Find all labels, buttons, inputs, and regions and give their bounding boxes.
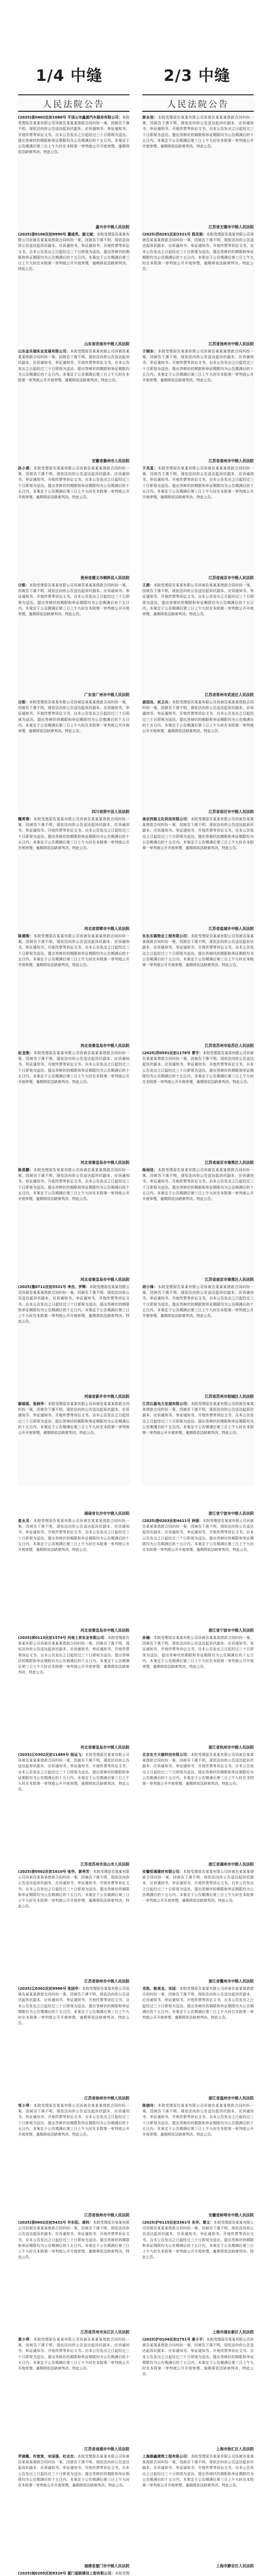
notice-body — [142, 700, 254, 808]
court-notice — [142, 934, 254, 1048]
notice-body — [18, 1284, 129, 1393]
notice-text: 本院受理原告某某有限公司诉被告某某某借款合同纠纷一案，因被告下落不明，现依法向你公告送达起诉状副本、应诉通知书、举证通知书、开庭传票等诉讼文书。自本公告发出之日起经过三十日即视为送达。提出答辩状的期限和举证期限均为公告期满后的十五日内。本案定于公告期满后第三日上午九时在本院第一审判庭公开开庭审理，逾期将依法缺席判决。特此公告。 — [142, 1987, 254, 2020]
notice-body — [142, 1635, 254, 1744]
notice-body — [18, 2337, 129, 2446]
court-notice — [142, 583, 254, 698]
notice-recipient: 陈恩鹏： — [18, 1168, 34, 1172]
court-name: 浙江省衢州市中级人民法院 — [208, 1979, 254, 1984]
court-name: 上海市徐汇区人民法院 — [216, 2447, 254, 2451]
court-notice — [142, 1167, 254, 1282]
notice-text: 本院受理原告某某有限公司诉被告某某某借款合同纠纷一案，因被告下落不明，现依法向你公告送达起诉状副本、应诉通知书、举证通知书、开庭传票等诉讼文书。自本公告发出之日起经过三十日即视为送达。提出答辩状的期限和举证期限均为公告期满后的十五日内。本案定于公告期满后第三日上午九时在本院第一审判庭公开开庭审理，逾期将依法缺席判决。特此公告。 — [142, 2221, 254, 2260]
notice-recipient: (2025)辽0302民初11489号 杨运飞： — [18, 1753, 86, 1757]
court-name: 江苏省南京市秦淮区人民法院 — [205, 1277, 254, 1282]
court-name: 嘉兴市中级人民法院 — [95, 225, 129, 229]
court-name: 广东省广州市中级人民法院 — [84, 692, 129, 697]
left-announcement-column — [17, 94, 130, 2575]
notice-body — [18, 2571, 129, 2576]
notice-text: 本院受理原告某某有限公司诉被告某某某借款合同纠纷一案，因被告下落不明，现依法向你公告送达起诉状副本、应诉通知书、举证通知书、开庭传票等诉讼文书。自本公告发出之日起经过三十日即视为送达。提出答辩状的期限和举证期限均为公告期满后的十五日内。本案定于公告期满后第三日上午九时在本院第一审判庭公开开庭审理，逾期将依法缺席判决。特此公告。 — [18, 1636, 129, 1675]
court-notice — [142, 1401, 254, 1516]
notice-body — [18, 349, 129, 457]
left-notice-list — [18, 115, 129, 2576]
court-notice — [18, 1635, 129, 1750]
notice-body — [142, 2454, 254, 2563]
court-name: 河北省秦皇岛市中级人民法院 — [80, 1043, 129, 1048]
left-column-header: 1/4 中缝 — [36, 67, 103, 85]
court-notice — [142, 466, 254, 581]
notice-body — [18, 1518, 129, 1627]
court-name: 江苏省苏州市昆山市人民法院 — [80, 1862, 129, 1867]
notice-recipient: (2025)浙0106民初0990号 董咸英、谢文斌： — [18, 232, 97, 236]
notice-text: 本院受理原告某某有限公司诉被告某某某借款合同纠纷一案，因被告下落不明，现依法向你公告送达起诉状副本、应诉通知书、举证通知书、开庭传票等诉讼文书。自本公告发出之日起经过三十日即视为送达。提出答辩状的期限和举证期限均为公告期满后的十五日内。本案定于公告期满后第三日上午九时在本院第一审判庭公开开庭审理，逾期将依法缺席判决。特此公告。 — [18, 349, 130, 383]
court-name: 江苏省徐州市中级人民法院 — [84, 2096, 129, 2100]
notice-recipient: 陈晓玲： — [142, 2104, 158, 2108]
notice-recipient: 白银： — [18, 700, 29, 704]
court-notice — [142, 1284, 254, 1399]
court-name: 河北省秦皇岛市中级人民法院 — [80, 1160, 129, 1165]
notice-body — [18, 1401, 129, 1510]
notice-body — [18, 583, 129, 691]
notice-recipient: (2025)浙0602民初5432号 许东阳、黄科： — [18, 2221, 93, 2225]
court-name: 浙江省宁波市中级人民法院 — [208, 1628, 254, 1633]
notice-text: 本院受理原告某某有限公司诉被告某某某借款合同纠纷一案，因被告下落不明，现依法向你公告送达起诉状副本、应诉通知书、举证通知书、开庭传票等诉讼文书。自本公告发出之日起经过三十日即视为送达。提出答辩状的期限和举证期限均为公告期满后的十五日内。本案定于公告期满后第三日上午九时在本院第一审判庭公开开庭审理，逾期将依法缺席判决。特此公告。 — [18, 115, 129, 155]
notice-text: 本院受理原告某某有限公司诉被告某某某借款合同纠纷一案，因被告下落不明，现依法向你公告送达起诉状副本、应诉通知书、举证通知书、开庭传票等诉讼文书。自本公告发出之日起经过三十日即视为送达。提出答辩状的期限和举证期限均为公告期满后的十五日内。本案定于公告期满后第三日上午九时在本院第一审判庭公开开庭审理，逾期将依法缺席判决。特此公告。 — [18, 1870, 129, 1909]
notice-text: 本院受理原告某某有限公司诉被告某某某借款合同纠纷一案，因被告下落不明，现依法向你公告送达起诉状副本、应诉通知书、举证通知书、开庭传票等诉讼文书。自本公告发出之日起经过三十日即视为送达。提出答辩状的期限和举证期限均为公告期满后的十五日内。本案定于公告期满后第三日上午九时在本院第一审判庭公开开庭审理，逾期将依法缺席判决。特此公告。 — [18, 2337, 130, 2371]
court-name: 上海市浦东新区人民法院 — [212, 2330, 254, 2334]
court-notice — [142, 349, 254, 464]
notice-text: 本院受理原告某某有限公司诉被告某某某借款合同纠纷一案，因被告下落不明，现依法向你公告送达起诉状副本、应诉通知书、举证通知书、开庭传票等诉讼文书。自本公告发出之日起经过三十日即视为送达。提出答辩状的期限和举证期限均为公告期满后的十五日内。本案定于公告期满后第三日上午九时在本院第一审判庭公开开庭审理，逾期将依法缺席判决。特此公告。 — [18, 2454, 130, 2488]
notice-recipient: 罗晓霞、许宽宽、宋国强、杜会杰： — [18, 2454, 78, 2459]
court-notice — [142, 700, 254, 815]
notice-text: 本院受理原告某某有限公司诉被告某某某借款合同纠纷一案，因被告下落不明，现依法向你公告送达起诉状副本、应诉通知书、举证通知书、开庭传票等诉讼文书。自本公告发出之日起经过三十日即视为送达。提出答辩状的期限和举证期限均为公告期满后的十五日内。本案定于公告期满后第三日上午九时在本院第一审判庭公开开庭审理，逾期将依法缺席判决。特此公告。 — [142, 1870, 254, 1903]
notice-text: 本院受理原告某某有限公司诉被告某某某借款合同纠纷一案，因被告下落不明，现依法向你公告送达起诉状副本、应诉通知书、举证通知书、开庭传票等诉讼文书。自本公告发出之日起经过三十日即视为送达。提出答辩状的期限和举证期限均为公告期满后的十五日内。本案定于公告期满后第三日上午九时在本院第一审判庭公开开庭审理，逾期将依法缺席判决。特此公告。 — [142, 1402, 254, 1435]
court-name: 江苏省盐城市中级人民法院 — [208, 926, 254, 931]
notice-text: 本院受理原告某某有限公司诉被告某某某借款合同纠纷一案，因被告下落不明，现依法向你公告送达起诉状副本、应诉通知书、举证通知书、开庭传票等诉讼文书。自本公告发出之日起经过三十日即视为送达。提出答辩状的期限和举证期限均为公告期满后的十五日内。本案定于公告期满后第三日上午九时在本院第一审判庭公开开庭审理，逾期将依法缺席判决。特此公告。 — [18, 1051, 130, 1084]
court-notice — [18, 1401, 129, 1516]
notice-recipient: (2025)苏0591民初1178号 曹宇： — [142, 1051, 203, 1055]
notice-text: 本院受理原告某某有限公司诉被告某某某借款合同纠纷一案，因被告下落不明，现依法向你公告送达起诉状副本、应诉通知书、举证通知书、开庭传票等诉讼文书。自本公告发出之日起经过三十日即视为送达。提出答辩状的期限和举证期限均为公告期满后的十五日内。本案定于公告期满后第三日上午九时在本院第一审判庭公开开庭审理，逾期将依法缺席判决。特此公告。 — [18, 1753, 130, 1792]
notice-body — [18, 2454, 129, 2563]
court-name: 江苏省苏州市吴江区人民法院 — [80, 2330, 129, 2334]
notice-text: 本院受理 — [114, 2571, 129, 2575]
court-notice — [18, 934, 129, 1048]
notice-recipient: 江苏石磊电力发展有限公司： — [142, 1402, 191, 1406]
court-name: 河北省秦皇岛市中级人民法院 — [80, 1628, 129, 1633]
court-name: 江苏省苏州市姑苏区人民法院 — [205, 1043, 254, 1048]
notice-body — [18, 1869, 129, 1978]
court-name: 河南省新乡市中级人民法院 — [84, 1394, 129, 1399]
notice-recipient: 赵龙刚： — [18, 1051, 34, 1055]
court-name: 江苏省南京市中级人民法院 — [208, 575, 254, 580]
notice-text: 本院受理原告某某有限公司诉被告某某某借款合同纠纷一案，因被告下落不明，现依法向你公告送达起诉状副本、应诉通知书、举证通知书、开庭传票等诉讼文书。自本公告发出之日起经过三十日即视为送达。提出答辩状的期限和举证期限均为公告期满后的十五日内。本案定于公告期满后第三日上午九时在本院第一审判庭公开开庭审理，逾期将依法缺席判决。特此公告。 — [142, 232, 254, 272]
court-name: 山东省济南市中级人民法院 — [84, 342, 129, 346]
notice-text: 本院受理原告某某有限公司诉被告某某某借款合同纠纷一案，因被告下落不明，现依法向你公告送达起诉状副本、应诉通知书、举证通知书、开庭传票等诉讼文书。自本公告发出之日起经过三十日即视为送达。提出答辩状的期限和举证期限均为公告期满后的十五日内。本案定于公告期满后第三日上午九时在本院第一审判庭公开开庭审理，逾期将依法缺席判决。特此公告。 — [18, 1285, 129, 1324]
notice-recipient: 上海鼎鑫建筑工程有限公司： — [142, 2454, 191, 2459]
court-notice — [18, 2220, 129, 2335]
right-column-header: 2/3 中缝 — [163, 67, 231, 85]
court-name: 贵州省遵义市桐梓县人民法院 — [80, 575, 129, 580]
notice-body — [18, 232, 129, 341]
notice-text: 本院受理原告某某有限公司诉被告某某某借款合同纠纷一案，因被告下落不明，现依法向你公告送达起诉状副本、应诉通知书、举证通知书、开庭传票等诉讼文书。自本公告发出之日起经过三十日即视为送达。提出答辩状的期限和举证期限均为公告期满后的十五日内。本案定于公告期满后第三日上午九时在本院第一审判庭公开开庭审理，逾期将依法缺席判决。特此公告。 — [142, 1285, 254, 1318]
notice-text: 本院受理原告某某有限公司诉被告某某某借款合同纠纷一案，因被告下落不明，现依法向你公告送达起诉状副本、应诉通知书、举证通知书、开庭传票等诉讼文书。自本公告发出之日起经过三十日即视为送达。提出答辩状的期限和举证期限均为公告期满后的十五日内。本案定于公告期满后第三日上午九时在本院第一审判庭公开开庭审理，逾期将依法缺席判决。特此公告。 — [18, 2104, 130, 2137]
court-name: 上海市静安区人民法院 — [216, 2564, 254, 2568]
notice-recipient: 白银： — [18, 583, 29, 587]
court-notice — [142, 2337, 254, 2452]
notice-text: 本院受理原告某某有限公司诉被告某某某借款合同纠纷一案，因被告下落不明，现依法向你公告送达起诉状副本、应诉通知书、举证通知书、开庭传票等诉讼文书。自本公告发出之日起经过三十日即视为送达。提出答辩状的期限和举证期限均为公告期满后的十五日内。本案定于公告期满后第三日上午九时在本院第一审判庭公开开庭审理，逾期将依法缺席判决。特此公告。 — [142, 1051, 254, 1084]
notice-recipient: 孙小燕： — [18, 466, 34, 470]
notice-recipient: 孙楠： — [142, 1636, 154, 1640]
court-notice — [18, 2571, 129, 2576]
notice-recipient: 东东东霖物业工程有限公司： — [142, 934, 191, 938]
right-announcement-column — [141, 94, 255, 2568]
notice-text: 本院受理原告某某有限公司诉被告某某某借款合同纠纷一案，因被告下落不明，现依法向你公告送达起诉状副本、应诉通知书、举证通知书、开庭传票等诉讼文书。自本公告发出之日起经过三十日即视为送达。提出答辩状的期限和举证期限均为公告期满后的十五日内。本案定于公告期满后第三日上午九时在本院第一审判庭公开开庭审理，逾期将依法缺席判决。特此公告。 — [18, 934, 130, 968]
notice-recipient: 谢瑶瑶、张炳华： — [18, 1402, 48, 1406]
notice-recipient: 于兆星： — [142, 466, 158, 470]
court-name: 江苏省常州市武进区人民法院 — [205, 692, 254, 697]
notice-recipient: (2025)苏0281民初3321号 程灵娟： — [142, 232, 207, 236]
court-notice — [142, 2103, 254, 2218]
notice-text: 本院受理原告某某有限公司诉被告某某某借款合同纠纷一案，因被告下落不明，现依法向你公告送达起诉状副本、应诉通知书、举证通知书、开庭传票等诉讼文书。自本公告发出之日起经过三十日即视为送达。提出答辩状的期限和举证期限均为公告期满后的十五日内。本案定于公告期满后第三日上午九时在本院第一审判庭公开开庭审理，逾期将依法缺席判决。特此公告。 — [142, 1168, 254, 1201]
notice-text: 本院受理原告某某有限公司诉被告某某某借款合同纠纷一案，因被告下落不明，现依法向你公告送达起诉状副本、应诉通知书、举证通知书、开庭传票等诉讼文书。自本公告发出之日起经过三十日即视为送达。提出答辩状的期限和举证期限均为公告期满后的十五日内。本案定于公告期满后第三日上午九时在本院第一审判庭公开开庭审理，逾期将依法缺席判决。特此公告。 — [18, 817, 130, 851]
notice-recipient: 陈建刚： — [18, 934, 34, 938]
notice-text: 本院受理原告某某有限公司诉被告某某某借款合同纠纷一案，因被告下落不明，现依法向你公告送达起诉状副本、应诉通知书、举证通知书、开庭传票等诉讼文书。自本公告发出之日起经过三十日即视为送达。提出答辩状的期限和举证期限均为公告期满后的十五日内。本案定于公告期满后第三日上午九时在本院第一审判庭公开开庭审理，逾期将依法缺席判决。特此公告。 — [18, 466, 130, 500]
notice-body — [142, 1284, 254, 1393]
masthead — [18, 94, 129, 112]
court-name: 浙江省温州市中级人民法院 — [208, 2096, 254, 2100]
notice-body — [18, 2103, 129, 2212]
court-notice — [18, 2103, 129, 2218]
notice-text: 本院受理原告某某有限公司诉被告某某某借款合同纠纷一案，因被告下落不明，现依法向你公告送达起诉状副本、应诉通知书、举证通知书、开庭传票等诉讼文书。自本公告发出之日起经过三十日即视为送达。提出答辩状的期限和举证期限均为公告期满后的十五日内。本案定于公告期满后第三日上午九时在本院第一审判庭公开开庭审理，逾期将依法缺席判决。特此公告。 — [142, 349, 254, 383]
notice-recipient: (2025)辽0302民初9986号 张国华： — [18, 1987, 83, 1991]
court-notice — [18, 2337, 129, 2452]
right-notice-list — [142, 115, 254, 2569]
notice-recipient: 于晓东： — [142, 349, 158, 353]
notice-recipient: 邓浩、陈美龙、宋国： — [142, 1987, 180, 1991]
notice-text: 本院受理原告某某有限公司诉被告某某某借款合同纠纷一案，因被告下落不明，现依法向你公告送达起诉状副本、应诉通知书、举证通知书、开庭传票等诉讼文书。自本公告发出之日起经过三十日即视为送达。提出答辩状的期限和举证期限均为公告期满后的十五日内。本案定于公告期满后第三日上午九时在本院第一审判庭公开开庭审理，逾期将依法缺席判决。特此公告。 — [142, 115, 254, 149]
notice-body — [142, 1167, 254, 1276]
court-name: 江苏省徐州市中级人民法院 — [84, 1979, 129, 1984]
court-name: 河北省邯郸市中级人民法院 — [84, 926, 129, 931]
notice-body — [18, 1167, 129, 1276]
court-notice — [18, 1050, 129, 1165]
notice-body — [142, 1986, 254, 2095]
notice-recipient: 胡小锋： — [142, 1285, 158, 1289]
notice-recipient: 邹小萍： — [18, 2104, 34, 2108]
notice-body — [142, 934, 254, 1042]
notice-body — [18, 1635, 129, 1744]
notice-body — [142, 1752, 254, 1861]
court-notice — [18, 817, 129, 931]
court-name: 福建省厦门市中级人民法院 — [84, 2564, 129, 2568]
court-name: 江苏省扬州市中级人民法院 — [208, 342, 254, 346]
court-name: 江苏省南通市中级人民法院 — [84, 2447, 129, 2451]
court-notice — [18, 1167, 129, 1282]
court-notice — [18, 1518, 129, 1633]
court-name: 浙江省宁波市中级人民法院 — [208, 1511, 254, 1516]
court-notice — [142, 1986, 254, 2101]
court-notice — [18, 583, 129, 698]
notice-body — [18, 934, 129, 1042]
court-notice — [142, 817, 254, 931]
court-name: 江苏省泰州市中级人民法院 — [208, 459, 254, 463]
notice-text: 本院受理原告某某有限公司诉被告某某某借款合同纠纷一案，因被告下落不明，现依法向你公告送达起诉状副本、应诉通知书、举证通知书、开庭传票等诉讼文书。自本公告发出之日起经过三十日即视为送达。提出答辩状的期限和举证期限均为公告期满后的十五日内。本案定于公告期满后第三日上午九时在本院第一审判庭公开开庭审理，逾期将依法缺席判决。特此公告。 — [142, 2337, 254, 2377]
court-notice — [142, 232, 254, 347]
court-name: 安徽省滁州市人民法院 — [92, 459, 129, 463]
notice-text: 本院受理原告某某有限公司诉被告某某某借款合同纠纷一案，因被告下落不明，现依法向你公告送达起诉状副本、应诉通知书、举证通知书、开庭传票等诉讼文书。自本公告发出之日起经过三十日即视为送达。提出答辩状的期限和举证期限均为公告期满后的十五日内。本案定于公告期满后第三日上午九时在本院第一审判庭公开开庭审理，逾期将依法缺席判决。特此公告。 — [18, 232, 129, 272]
notice-text: 本院受理原告某某有限公司诉被告某某某借款合同纠纷一案，因被告下落不明，现依法向你公告送达起诉状副本、应诉通知书、举证通知书、开庭传票等诉讼文书。自本公告发出之日起经过三十日即视为送达。提出答辩状的期限和举证期限均为公告期满后的十五日内。本案定于公告期满后第三日上午九时在本院第一审判庭公开开庭审理，逾期将依法缺席判决。特此公告。 — [18, 2221, 129, 2260]
court-notice — [142, 2220, 254, 2335]
notice-recipient: (2025)浙0203民初4411号 林强： — [142, 1519, 203, 1523]
notice-recipient: 郭永浩： — [142, 115, 158, 120]
court-name: 湖南省长沙市中级人民法院 — [84, 1511, 129, 1516]
court-name: 河北省秦皇岛市中级人民法院 — [80, 1745, 129, 1750]
notice-body — [142, 2220, 254, 2329]
notice-recipient: 魏希蓉： — [18, 817, 34, 821]
court-name: 江苏省宿迁市中级人民法院 — [208, 809, 254, 814]
notice-body — [142, 2103, 254, 2212]
notice-body — [142, 1401, 254, 1510]
masthead-title: 人民法院公告 — [167, 99, 229, 110]
court-notice — [18, 1284, 129, 1399]
notice-body — [142, 466, 254, 574]
notice-body — [142, 232, 254, 341]
notice-recipient: 陈雨佳： — [142, 1168, 158, 1172]
court-notice — [18, 1986, 129, 2101]
court-notice — [142, 2454, 254, 2569]
court-notice — [18, 232, 129, 347]
court-name: 安徽省蚌埠市中级人民法院 — [208, 2213, 254, 2217]
notice-recipient: (2025)津0113民初1574号 河南上昇实业有限公司： — [18, 1636, 108, 1640]
notice-body — [18, 466, 129, 574]
notice-text: 本院受理原告某某有限公司诉被告某某某借款合同纠纷一案，因被告下落不明，现依法向你公告送达起诉状副本、应诉通知书、举证通知书、开庭传票等诉讼文书。自本公告发出之日起经过三十日即视为送达。提出答辩状的期限和举证期限均为公告期满后的十五日内。本案定于公告期满后第三日上午九时在本院第一审判庭公开开庭审理，逾期将依法缺席判决。特此公告。 — [142, 817, 254, 851]
notice-text: 本院受理原告某某有限公司诉被告某某某借款合同纠纷一案，因被告下落不明，现依法向你公告送达起诉状副本、应诉通知书、举证通知书、开庭传票等诉讼文书。自本公告发出之日起经过三十日即视为送达。提出答辩状的期限和举证期限均为公告期满后的十五日内。本案定于公告期满后第三日上午九时在本院第一审判庭公开开庭审理，逾期将依法缺席判决。特此公告。 — [18, 583, 130, 617]
notice-recipient: 崔永灵： — [18, 1519, 34, 1523]
court-name: 浙江省杭州市中级人民法院 — [208, 1745, 254, 1750]
notice-body — [142, 1050, 254, 1159]
court-name: 河北省秦皇岛市中级人民法院 — [80, 1277, 129, 1282]
court-name: 四川省资中县人民法院 — [92, 809, 129, 814]
notice-body — [142, 1869, 254, 1978]
notice-text: 本院受理原告某某有限公司诉被告某某某借款合同纠纷一案，因被告下落不明，现依法向你公告送达起诉状副本、应诉通知书、举证通知书、开庭传票等诉讼文书。自本公告发出之日起经过三十日即视为送达。提出答辩状的期限和举证期限均为公告期满后的十五日内。本案定于公告期满后第三日上午九时在本院第一审判庭公开开庭审理，逾期将依法缺席判决。特此公告。 — [18, 1987, 129, 2026]
court-notice — [18, 2454, 129, 2569]
notice-body — [18, 2220, 129, 2329]
court-name: 江苏省苏州市相城区人民法院 — [205, 1394, 254, 1399]
masthead-title: 人民法院公告 — [43, 99, 105, 110]
notice-text: 本院受理原告某某有限公司诉被告某某某借款合同纠纷一案，因被告下落不明，现依法向你公告送达起诉状副本、应诉通知书、举证通知书、开庭传票等诉讼文书。自本公告发出之日起经过三十日即视为送达。提出答辩状的期限和举证期限均为公告期满后的十五日内。本案定于公告期满后第三日上午九时在本院第一审判庭公开开庭审理，逾期将依法缺席判决。特此公告。 — [142, 2104, 254, 2137]
notice-body — [18, 700, 129, 808]
court-notice — [18, 349, 129, 464]
notice-recipient: (2025)闽0205民初9320号 厦门福联建设工程有限公司： — [18, 2571, 115, 2575]
notice-text: 本院受理原告某某有限公司诉被告某某某借款合同纠纷一案，因被告下落不明，现依法向你公告送达起诉状副本、应诉通知书、举证通知书、开庭传票等诉讼文书。自本公告发出之日起经过三十日即视为送达。提出答辩状的期限和举证期限均为公告期满后的十五日内。本案定于公告期满后第三日上午九时在本院第一审判庭公开开庭审理，逾期将依法缺席判决。特此公告。 — [142, 1636, 254, 1669]
notice-body — [142, 817, 254, 925]
notice-text: 本院受理原告某某有限公司诉被告某某某借款合同纠纷一案，因被告下落不明，现依法向你公告送达起诉状副本、应诉通知书、举证通知书、开庭传票等诉讼文书。自本公告发出之日起经过三十日即视为送达。提出答辩状的期限和举证期限均为公告期满后的十五日内。本案定于公告期满后第三日上午九时在本院第一审判庭公开开庭审理，逾期将依法缺席判决。特此公告。 — [18, 700, 130, 734]
court-notice — [18, 1752, 129, 1867]
notice-body — [142, 2337, 254, 2446]
notice-text: 本院受理原告某某有限公司诉被告某某某借款合同纠纷一案，因被告下落不明，现依法向你公告送达起诉状副本、应诉通知书、举证通知书、开庭传票等诉讼文书。自本公告发出之日起经过三十日即视为送达。提出答辩状的期限和举证期限均为公告期满后的十五日内。本案定于公告期满后第三日上午九时在本院第一审判庭公开开庭审理，逾期将依法缺席判决。特此公告。 — [142, 1753, 254, 1786]
masthead — [142, 94, 254, 112]
notice-recipient: 北京东方天德科技有限公司： — [142, 1753, 191, 1757]
court-notice — [18, 700, 129, 815]
notice-text: 本院受理原告某某有限公司诉被告某某某借款合同纠纷一案，因被告下落不明，现依法向你公告送达起诉状副本、应诉通知书、举证通知书、开庭传票等诉讼文书。自本公告发出之日起经过三十日即视为送达。提出答辩状的期限和举证期限均为公告期满后的十五日内。本案定于公告期满后第三日上午九时在本院第一审判庭公开开庭审理，逾期将依法缺席判决。特此公告。 — [142, 466, 254, 500]
notice-recipient: 山东金乐瑞实业发展有限公司： — [18, 349, 70, 353]
notice-body — [18, 817, 129, 925]
notice-body — [142, 115, 254, 224]
notice-recipient: (2025)浙0502民初1010号 张华、郭秀芳： — [18, 1870, 93, 1874]
court-notice — [142, 1752, 254, 1867]
notice-body — [18, 1050, 129, 1159]
court-name: 江苏省徐州市中级人民法院 — [84, 2213, 129, 2217]
notice-body — [18, 115, 129, 224]
notice-body — [142, 583, 254, 691]
court-notice — [142, 115, 254, 230]
notice-text: 本院受理原告某某有限公司诉被告某某某借款合同纠纷一案，因被告下落不明，现依法向你公告送达起诉状副本、应诉通知书、举证通知书、开庭传票等诉讼文书。自本公告发出之日起经过三十日即视为送达。提出答辩状的期限和举证期限均为公告期满后的十五日内。本案定于公告期满后第三日上午九时在本院第一审判庭公开开庭审理，逾期将依法缺席判决。特此公告。 — [18, 1402, 130, 1435]
notice-recipient: 王茵： — [142, 583, 154, 587]
notice-body — [142, 349, 254, 457]
notice-recipient: (2025)豫0711民初5531号 李杰、罗辉： — [18, 1285, 90, 1289]
notice-body — [18, 1752, 129, 1861]
notice-text: 本院受理原告某某有限公司诉被告某某某借款合同纠纷一案，因被告下落不明，现依法向你公告送达起诉状副本、应诉通知书、举证通知书、开庭传票等诉讼文书。自本公告发出之日起经过三十日即视为送达。提出答辩状的期限和举证期限均为公告期满后的十五日内。本案定于公告期满后第三日上午九时在本院第一审判庭公开开庭审理，逾期将依法缺席判决。特此公告。 — [142, 934, 254, 968]
court-notice — [142, 1635, 254, 1750]
notice-text: 本院受理原告某某有限公司诉被告某某某借款合同纠纷一案，因被告下落不明，现依法向你公告送达起诉状副本、应诉通知书、举证通知书、开庭传票等诉讼文书。自本公告发出之日起经过三十日即视为送达。提出答辩状的期限和举证期限均为公告期满后的十五日内。本案定于公告期满后第三日上午九时在本院第一审判庭公开开庭审理，逾期将依法缺席判决。特此公告。 — [142, 2454, 254, 2488]
notice-text: 本院受理原告某某有限公司诉被告某某某借款合同纠纷一案，因被告下落不明，现依法向你公告送达起诉状副本、应诉通知书、举证通知书、开庭传票等诉讼文书。自本公告发出之日起经过三十日即视为送达。提出答辩状的期限和举证期限均为公告期满后的十五日内。本案定于公告期满后第三日上午九时在本院第一审判庭公开开庭审理，逾期将依法缺席判决。特此公告。 — [18, 1519, 130, 1552]
notice-recipient: 姜国良、吴卫兵： — [142, 700, 172, 704]
notice-text: 本院受理原告某某有限公司诉被告某某某借款合同纠纷一案，因被告下落不明，现依法向你公告送达起诉状副本、应诉通知书、举证通知书、开庭传票等诉讼文书。自本公告发出之日起经过三十日即视为送达。提出答辩状的期限和举证期限均为公告期满后的十五日内。本案定于公告期满后第三日上午九时在本院第一审判庭公开开庭审理，逾期将依法缺席判决。特此公告。 — [142, 1519, 254, 1552]
court-name: 江苏省南京市秦淮区人民法院 — [205, 1160, 254, 1165]
notice-body — [142, 1518, 254, 1627]
notice-recipient: 安徽恒通建材有限公司： — [142, 1870, 184, 1874]
notice-recipient: 南京西格文化科技有限公司： — [142, 817, 191, 821]
notice-text: 本院受理原告某某有限公司诉被告某某某借款合同纠纷一案，因被告下落不明，现依法向你公告送达起诉状副本、应诉通知书、举证通知书、开庭传票等诉讼文书。自本公告发出之日起经过三十日即视为送达。提出答辩状的期限和举证期限均为公告期满后的十五日内。本案定于公告期满后第三日上午九时在本院第一审判庭公开开庭审理，逾期将依法缺席判决。特此公告。 — [142, 583, 254, 617]
notice-text: 本院受理原告某某有限公司诉被告某某某借款合同纠纷一案，因被告下落不明，现依法向你公告送达起诉状副本、应诉通知书、举证通知书、开庭传票等诉讼文书。自本公告发出之日起经过三十日即视为送达。提出答辩状的期限和举证期限均为公告期满后的十五日内。本案定于公告期满后第三日上午九时在本院第一审判庭公开开庭审理，逾期将依法缺席判决。特此公告。 — [142, 700, 254, 734]
notice-body — [18, 1986, 129, 2095]
notice-recipient: (2025)浙0402民初1080号 平顶山市鑫源汽车服务有限公司： — [18, 115, 122, 120]
court-notice — [142, 1050, 254, 1165]
court-notice — [18, 115, 129, 230]
court-name: 江苏省无锡市中级人民法院 — [208, 225, 254, 229]
notice-text: 本院受理原告某某有限公司诉被告某某某借款合同纠纷一案，因被告下落不明，现依法向你公告送达起诉状副本、应诉通知书、举证通知书、开庭传票等诉讼文书。自本公告发出之日起经过三十日即视为送达。提出答辩状的期限和举证期限均为公告期满后的十五日内。本案定于公告期满后第三日上午九时在本院第一审判庭公开开庭审理，逾期将依法缺席判决。特此公告。 — [18, 1168, 130, 1201]
court-notice — [18, 466, 129, 581]
court-notice — [18, 1869, 129, 1984]
notice-recipient: (2025)沪0115民初3361号 朱华、蔡文： — [142, 2221, 214, 2225]
court-name: 浙江省湖州市中级人民法院 — [208, 1862, 254, 1867]
notice-recipient: 黄小萍： — [18, 2337, 34, 2342]
notice-recipient: (2025)沪0104民初2751号 蒋小平： — [142, 2337, 207, 2342]
court-notice — [142, 1518, 254, 1633]
court-notice — [142, 1869, 254, 1984]
